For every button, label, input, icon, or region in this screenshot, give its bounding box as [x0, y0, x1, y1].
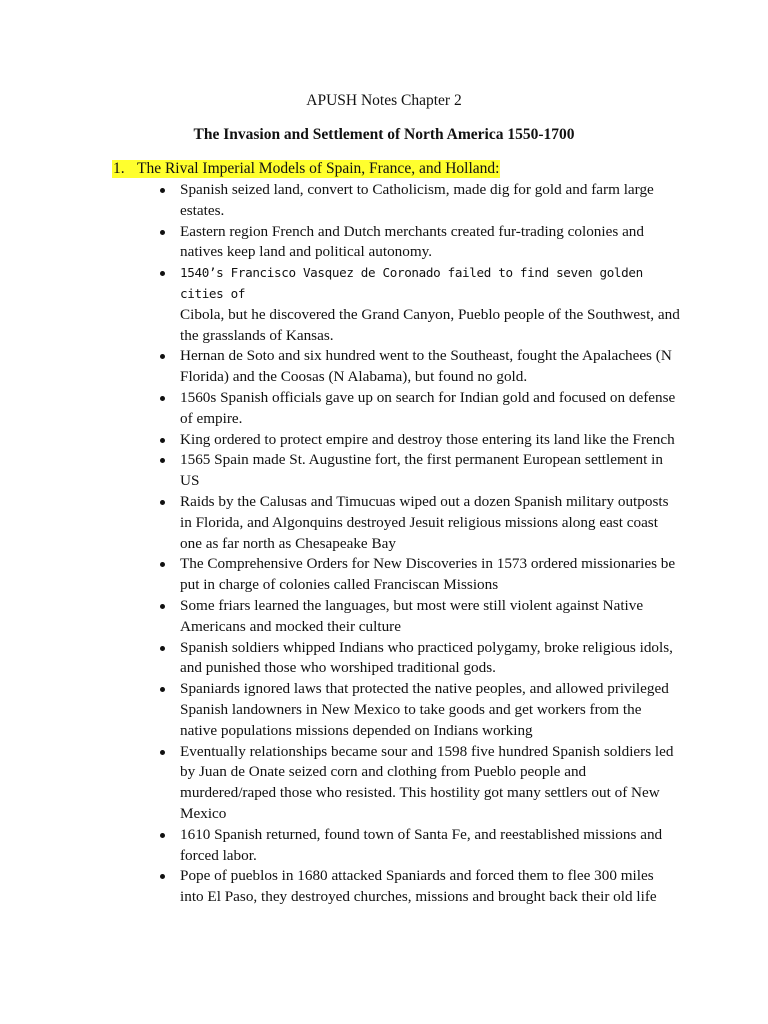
- bullet-icon: [160, 500, 165, 505]
- bullet-icon: [160, 874, 165, 879]
- section-heading-text: The Rival Imperial Models of Spain, France, and Holland:: [137, 160, 500, 177]
- list-item: [180, 742, 680, 825]
- list-item: [180, 866, 680, 908]
- list-item: [180, 825, 680, 867]
- list-item: [180, 554, 680, 596]
- bullet-icon: [160, 396, 165, 401]
- list-item: [180, 596, 680, 638]
- list-item-text: Pope of pueblos in 1680 attacked Spaniards and forced them to flee 300 miles into El Paso, they destroyed churches, missions and brought back their old life: [180, 867, 657, 906]
- list-item-text: The Comprehensive Orders for New Discoveries in 1573 ordered missionaries be put in charge of colonies called Franciscan Missions: [180, 555, 676, 594]
- bullet-icon: [160, 354, 165, 359]
- bullet-icon: [160, 230, 165, 235]
- bullet-icon: [160, 750, 165, 755]
- list-item-text: Hernan de Soto and six hundred went to the Southeast, fought the Apalachees (N Florida) and the Coosas (N Alabama), but found no gold.: [180, 347, 672, 386]
- list-item: [180, 180, 680, 222]
- bullet-list: [180, 180, 680, 908]
- list-item: [180, 388, 680, 430]
- section-heading: [112, 159, 500, 179]
- bullet-icon: [160, 562, 165, 567]
- list-item: [180, 430, 680, 451]
- list-item-text: 1560s Spanish officials gave up on search for Indian gold and focused on defense of empire.: [180, 388, 676, 427]
- bullet-icon: [160, 438, 165, 443]
- bullet-icon: [160, 188, 165, 193]
- list-item-text: Eastern region French and Dutch merchants created fur-trading colonies and natives keep land and political autonomy.: [180, 222, 644, 261]
- list-item-text-continued: Cibola, but he discovered the Grand Canyon, Pueblo people of the Southwest, and the grasslands of Kansas.: [180, 305, 680, 344]
- list-item-text: Spaniards ignored laws that protected the native peoples, and allowed privileged Spanish landowners in New Mexico to take goods and get workers from the native populations missions depended on Indians working: [180, 680, 669, 739]
- list-item-text: 1565 Spain made St. Augustine fort, the first permanent European settlement in US: [180, 451, 663, 490]
- bullet-icon: [160, 271, 165, 276]
- bullet-icon: [160, 687, 165, 692]
- list-item-text: 1610 Spanish returned, found town of Santa Fe, and reestablished missions and forced labor.: [180, 825, 663, 864]
- list-item-text: Some friars learned the languages, but most were still violent against Native Americans and mocked their culture: [180, 596, 644, 635]
- document-subtitle: The Invasion and Settlement of North America 1550-1700: [193, 126, 575, 143]
- list-item-text: 1540’s Francisco Vasquez de Coronado failed to find seven golden cities of: [180, 265, 643, 301]
- list-item: [180, 492, 680, 554]
- list-item: [180, 450, 680, 492]
- list-item-text: Raids by the Calusas and Timucuas wiped out a dozen Spanish military outposts in Florida, and Algonquins destroyed Jesuit religious missions along east coast one as far north as Chesapeake Bay: [180, 492, 669, 552]
- section-number: 1.: [113, 160, 125, 177]
- bullet-icon: [160, 604, 165, 609]
- list-item: [180, 263, 680, 346]
- list-item: [180, 638, 680, 680]
- list-item-text: Spanish soldiers whipped Indians who practiced polygamy, broke religious idols, and punished those who worshiped traditional gods.: [180, 638, 673, 677]
- list-item-text: King ordered to protect empire and destroy those entering its land like the French: [180, 430, 675, 448]
- list-item-text: Spanish seized land, convert to Catholicism, made dig for gold and farm large estates.: [180, 181, 654, 219]
- list-item-text: Eventually relationships became sour and 1598 five hundred Spanish soldiers led by Juan de Onate seized corn and clothing from Pueblo people and murdered/raped those who resisted. This hostility got many settlers out of New Mexico: [180, 742, 674, 822]
- bullet-icon: [160, 833, 165, 838]
- list-item: [180, 679, 680, 741]
- bullet-icon: [160, 646, 165, 651]
- highlighted-heading: [112, 160, 500, 178]
- list-item: [180, 346, 680, 388]
- list-item: [180, 222, 680, 264]
- document-title: APUSH Notes Chapter 2: [306, 92, 462, 109]
- bullet-icon: [160, 458, 165, 463]
